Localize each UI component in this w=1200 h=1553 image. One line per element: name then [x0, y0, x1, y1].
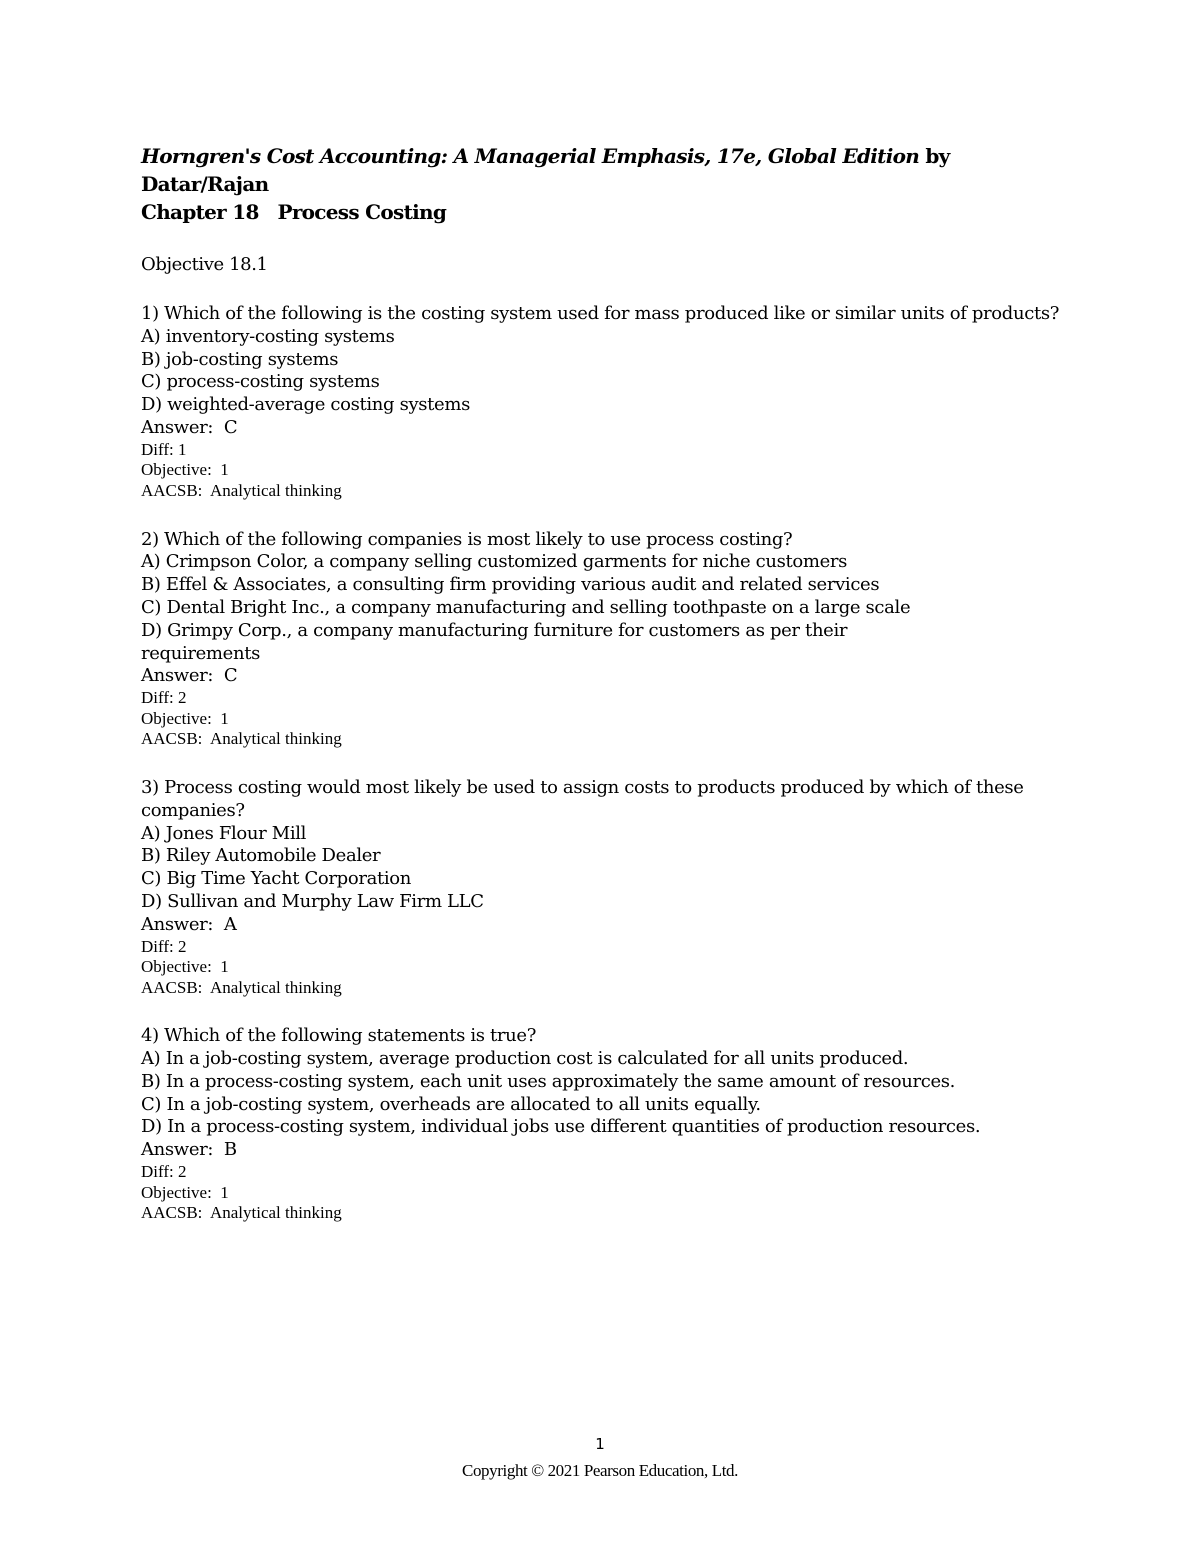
page-content	[141, 142, 1081, 1224]
option-d: D) Sullivan and Murphy Law Firm LLC	[141, 890, 484, 912]
difficulty: Diff: 2	[141, 688, 187, 708]
question-stem: 3) Process costing would most likely be used to assign costs to products produced by which of these companies?	[141, 776, 1024, 821]
answer: Answer: C	[141, 665, 238, 687]
option-d: D) weighted-average costing systems	[141, 394, 470, 416]
option-b: B) In a process-costing system, each unit uses approximately the same amount of resources.	[141, 1070, 956, 1092]
aacsb: AACSB: Analytical thinking	[141, 729, 342, 749]
question-1	[141, 303, 1081, 502]
option-a: A) Crimpson Color, a company selling customized garments for niche customers	[141, 551, 848, 573]
aacsb: AACSB: Analytical thinking	[141, 1203, 342, 1223]
option-a: A) inventory-costing systems	[141, 325, 395, 347]
book-title: Horngren's Cost Accounting: A Managerial Emphasis, 17e, Global Edition	[141, 144, 920, 168]
question-stem: 4) Which of the following statements is true?	[141, 1025, 537, 1047]
option-d: D) Grimpy Corp., a company manufacturing furniture for customers as per their requirements	[141, 619, 848, 664]
answer: Answer: A	[141, 913, 237, 935]
option-a: A) Jones Flour Mill	[141, 822, 307, 844]
authors: by Datar/Rajan	[141, 144, 950, 196]
title-line	[141, 142, 1081, 198]
option-c: C) Dental Bright Inc., a company manufacturing and selling toothpaste on a large scale	[141, 596, 911, 618]
difficulty: Diff: 2	[141, 1162, 187, 1182]
difficulty: Diff: 2	[141, 936, 187, 956]
objective: Objective: 1	[141, 708, 229, 728]
document-header	[141, 142, 1081, 226]
option-b: B) Effel & Associates, a consulting firm providing various audit and related services	[141, 574, 880, 596]
answer: Answer: C	[141, 416, 238, 438]
objective: Objective: 1	[141, 957, 229, 977]
objective: Objective: 1	[141, 460, 229, 480]
aacsb: AACSB: Analytical thinking	[141, 977, 342, 997]
option-c: C) In a job-costing system, overheads are allocated to all units equally.	[141, 1093, 761, 1115]
option-d: D) In a process-costing system, individual jobs use different quantities of production resources.	[141, 1116, 981, 1138]
aacsb: AACSB: Analytical thinking	[141, 480, 342, 500]
question-stem: 1) Which of the following is the costing system used for mass produced like or similar units of products?	[141, 303, 1060, 324]
difficulty: Diff: 1	[141, 439, 187, 459]
question-stem: 2) Which of the following companies is most likely to use process costing?	[141, 528, 793, 550]
option-a: A) In a job-costing system, average production cost is calculated for all units produced.	[141, 1048, 909, 1070]
page-number: 1	[595, 1435, 605, 1453]
question-4	[141, 1025, 1081, 1224]
chapter-title: Chapter 18 Process Costing	[141, 200, 447, 224]
question-3	[141, 777, 1081, 998]
objective-heading: Objective 18.1	[141, 254, 268, 275]
option-c: C) Big Time Yacht Corporation	[141, 868, 411, 890]
objective: Objective: 1	[141, 1182, 229, 1202]
answer: Answer: B	[141, 1139, 237, 1161]
option-b: B) Riley Automobile Dealer	[141, 845, 381, 867]
option-c: C) process-costing systems	[141, 371, 380, 393]
question-2	[141, 529, 1081, 750]
option-b: B) job-costing systems	[141, 348, 339, 370]
copyright-notice: Copyright © 2021 Pearson Education, Ltd.	[462, 1461, 738, 1480]
